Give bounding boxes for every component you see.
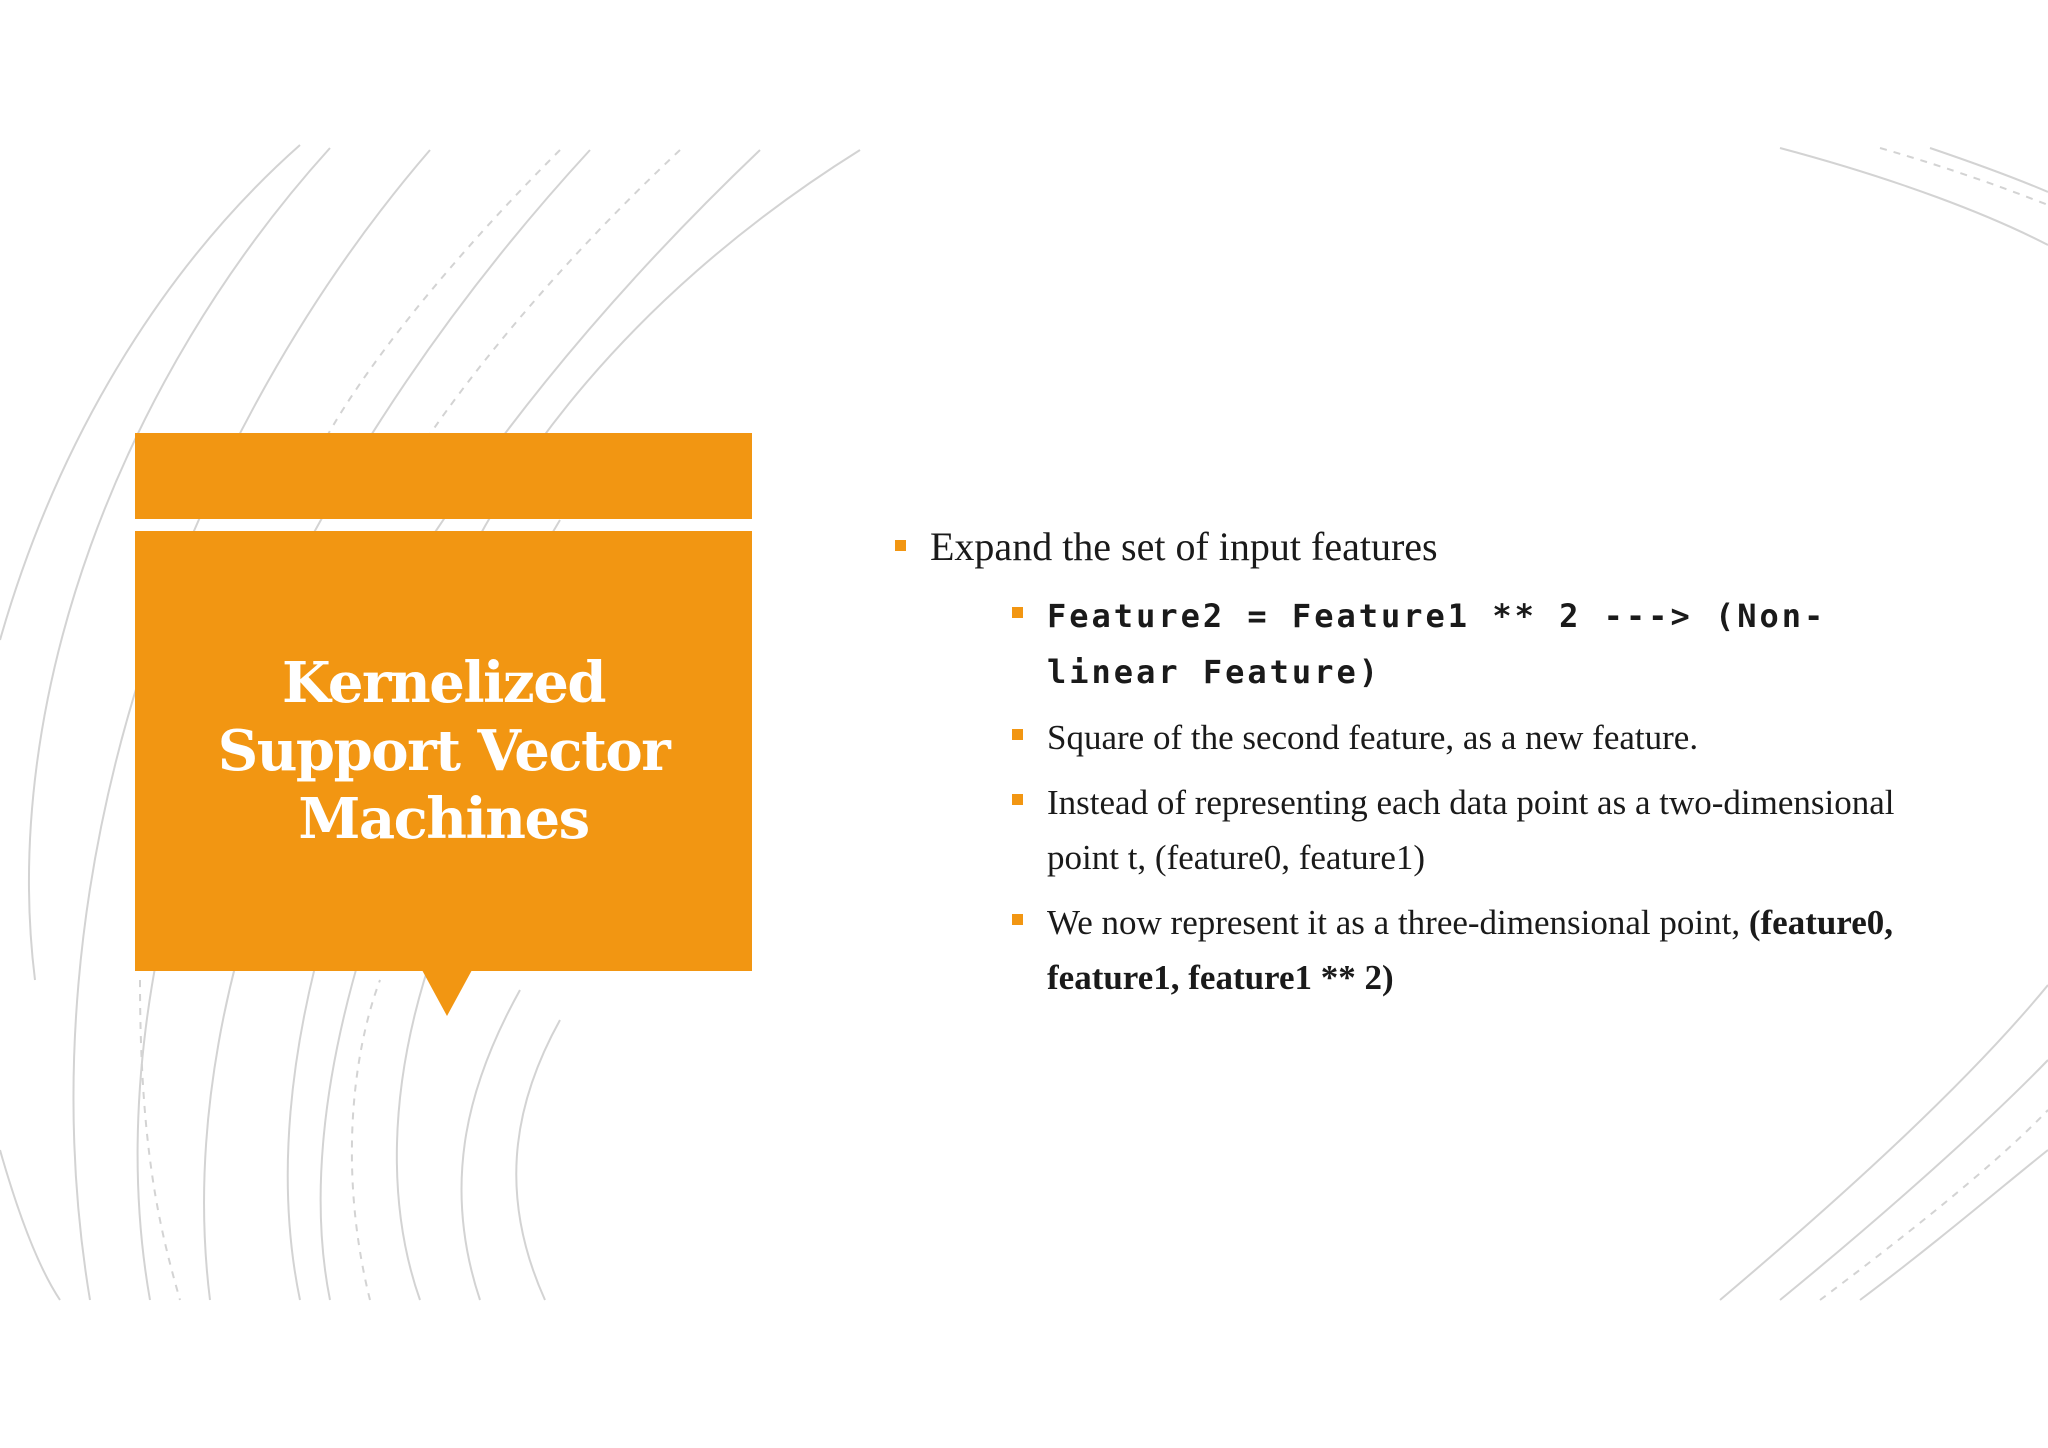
square-bullet-icon (1012, 607, 1023, 618)
sub-bullet-three-dimensional (930, 895, 1940, 1005)
bullet-text: Expand the set of input features (930, 524, 1438, 569)
square-bullet-icon (1012, 914, 1023, 925)
square-bullet-icon (1012, 729, 1023, 740)
sub-bullet-bold-text: (feature0, feature1, feature1 ** 2) (1047, 903, 1893, 997)
square-bullet-icon (1012, 794, 1023, 805)
sub-bullet-list (930, 588, 1940, 1005)
square-bullet-icon (895, 540, 906, 551)
slide-title: Kernelized Support Vector Machines (217, 650, 670, 852)
sub-bullet-formula (930, 588, 1940, 700)
sub-bullet-text: Instead of representing each data point as a two-dimensional point t, (feature0, feature1) (1047, 783, 1895, 877)
bullet-list (890, 520, 1940, 1005)
sub-bullet-text: We now represent it as a three-dimensional point, (1047, 903, 1749, 942)
sub-bullet-text: Square of the second feature, as a new feature. (1047, 718, 1699, 757)
sub-bullet-two-dimensional (930, 775, 1940, 885)
bullet-item-expand-features (890, 520, 1940, 1005)
title-callout-pointer (422, 970, 472, 1016)
bullet-content (890, 520, 1940, 1005)
sub-bullet-text: Feature2 = Feature1 ** 2 ---> (Non-linear Feature) (1047, 597, 1827, 691)
title-box (135, 531, 752, 971)
sub-bullet-square (930, 710, 1940, 765)
title-accent-bar (135, 433, 752, 519)
